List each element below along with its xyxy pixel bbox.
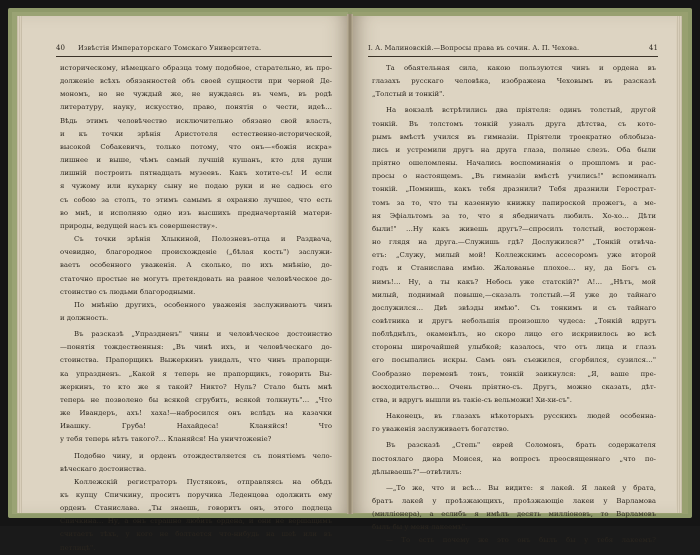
- text-line: очевидно, благородное происхожденіе („бѣлая кость") заслужи-: [60, 248, 332, 257]
- text-line: стоинства. Прапорщикъ Выжеркинъ увидалъ, что чинъ прапорщи-: [60, 356, 332, 365]
- text-line: статочно простые не могутъ претендовать на равное человѣческое до-: [60, 274, 332, 283]
- text-line: во мнѣ, и исполняю одно изъ высшихъ предначертаній матери-: [60, 208, 332, 217]
- text-line: и къ точки зрѣнія Аристотеля естественно-исторической,: [60, 129, 332, 138]
- text-line: я чужому или кухарку сыну не подаю руки и не садюсь его: [60, 182, 332, 191]
- text-line: лишній построить пятнадцать музеевъ. Какъ хотите-съ! И если: [60, 169, 332, 178]
- text-line: тонкій. „Помнишь, какъ тебя дразнили? Тебя дразнили Герострат-: [372, 185, 656, 194]
- text-line: милый, поднимай повыше,—сказалъ толстый.—Я уже до тайнаго: [372, 290, 656, 299]
- left-page-body: [60, 62, 332, 555]
- text-line: историческому, нѣмецкаго образца тому подобное, старательно, въ про-: [60, 64, 332, 72]
- text-line: жеркинъ, то кто же я такой? Никто? Нуль? Стало быть мнѣ: [60, 382, 332, 391]
- right-page-body: [372, 62, 656, 548]
- text-line: Спичкина… Ну, а онъ страшно любить ордена, и они не вершащимъ: [60, 517, 332, 526]
- text-line: (милліонера), а еслибъ я имѣлъ десять милліоновъ, то Варламовъ: [372, 510, 656, 519]
- right-header-rule: [368, 56, 658, 57]
- text-line: ваетъ особенного уваженія. А сколько, по ихъ мнѣнію, до-: [60, 261, 332, 270]
- text-line: рымъ вмѣстѣ учился въ гимназіи. Пріятели троекратно облобыза-: [372, 132, 656, 141]
- text-line: совѣтника и другъ небольшія произошло чудеса: „Тонкій вдругъ: [372, 316, 656, 325]
- text-line: были!" …Ну какъ живешь другъ?—спросилъ толстый, восторжен-: [372, 224, 656, 233]
- left-running-head: Извѣстія Императорскаго Томскаго Университета.: [78, 44, 262, 52]
- text-line: у тебя теперь нѣтъ такого?… Кланяйся! На уничтоженіе?: [60, 435, 272, 444]
- text-line: — То есть почему же это онъ былъ бы у тебя лакеемъ?: [386, 536, 656, 545]
- text-line: высокой Собакевичъ, только потому, что онъ—«божія искра»: [60, 142, 332, 151]
- text-line: Подобно чину, и орденъ отождествляется съ понятіемъ чело-: [74, 451, 332, 460]
- text-line: природы, ведущей насъ къ совершенству».: [60, 221, 218, 230]
- text-line: —понятія тождественныя: „Въ чинѣ ихъ, и человѣческаго до-: [60, 343, 332, 352]
- text-line: ня Эфіальтомъ за то, что я ябедничать любилъ. Хо-хо… Дѣти: [372, 211, 656, 220]
- text-line: его посыпались искры. Самъ онъ съежился, сгорбился, сузился…": [372, 356, 656, 365]
- text-line: стороны широчайшей улыбкой; казалось, что отъ лица и глазъ: [372, 343, 656, 352]
- text-line: мономъ, но не чуждый же, не нуждаясь въ чемъ, въ родѣ: [60, 90, 332, 99]
- text-line: Наконецъ, въ глазахъ нѣкоторыхъ русскихъ людей особенна-: [386, 412, 656, 421]
- text-line: глазахъ русскаго человѣка, изображена Чеховымъ въ разсказѣ: [372, 77, 656, 86]
- text-line: етъ: „Служу, милый мой! Коллежскимъ ассесоромъ уже второй: [372, 251, 656, 260]
- text-line: братъ лакей у проѣзжающихъ, проѣзжающіе лакеи у Варламова: [372, 497, 656, 505]
- text-line: годъ и Станислава имѣю. Жалованье плохое… ну, да Богъ съ: [372, 264, 656, 273]
- text-line: —„То же, что и всѣ… Вы видите: я лакей. Я лакей у брата,: [386, 483, 656, 492]
- left-page-number: 40: [56, 44, 66, 52]
- text-line: пріятно ошеломлены. Начались воспоминанія о прошломъ и рас-: [372, 159, 656, 168]
- text-line: просы о настоящемъ. „Въ гимназіи вмѣстѣ учились!" вспоминалъ: [372, 172, 656, 181]
- text-line: Вѣдь этимъ человѣчество исключительно обязано свой власть,: [60, 116, 332, 125]
- text-line: теперь не позволено бы всякой сгрубить, всякой толкнуть"… „Что: [60, 395, 332, 404]
- text-line: считаетъ тѣхъ, у кого не болтается что-нибудь на шеѣ или въ: [60, 530, 332, 539]
- page-edges-right: [676, 16, 682, 513]
- text-line: литературу, науку, искусство, право, понятія о чести, идеѣ…: [60, 103, 332, 112]
- text-line: стоинство съ людьми благородными.: [60, 287, 196, 296]
- text-line: Въ разсказѣ „Степь" еврей Соломонъ, брать содержателя: [386, 441, 656, 450]
- text-line: На вокзалѣ встрѣтились два пріятеля: одинъ толстый, другой: [386, 106, 656, 115]
- text-line: Коллежскій регистраторъ Пустяковъ, отправляясь на обѣдъ: [74, 477, 332, 486]
- text-line: тонкій. Въ толстомъ тонкій узналъ друга дѣтства, съ кото-: [372, 119, 656, 128]
- text-line: же Ивандеръ, ахъ! хаха!—набросился онъ вслѣдъ на казачки: [60, 409, 332, 418]
- text-line: По мнѣнію другихъ, особенного уваженія заслуживаютъ чинъ: [74, 300, 332, 309]
- text-line: Та обаятельная сила, какою пользуются чинъ и ордена въ: [386, 64, 656, 72]
- right-running-head: I. А. Малиновскій.—Вопросы права въ сочин. А. П. Чехова.: [368, 44, 580, 52]
- book-gutter: [347, 14, 353, 514]
- text-line: го уваженія заслуживаетъ богатство.: [372, 425, 509, 434]
- text-line: съ собою за столъ, то этимъ самымъ я охраняю лучшее, что есть: [60, 195, 332, 204]
- text-line: дѣлываешь?"—отвѣтилъ:: [372, 467, 462, 476]
- text-line: постоялаго двора Моисея, на вопросъ преосвященнаго „что по-: [372, 454, 656, 463]
- text-line: Въ разсказѣ „Упраздненъ" чины и человѣческое достоинство: [74, 330, 332, 339]
- text-line: Съ точки зрѣнія Хлыкиной, Полозневъ-отца и Раздвача,: [74, 235, 332, 244]
- text-line: былъ бы у меня лакеемъ".: [372, 523, 468, 532]
- text-line: поблѣднѣлъ, окаменѣлъ, но скоро лицо его искривилось во всѣ: [372, 330, 656, 339]
- text-line: дослужился… Двѣ звѣзды имѣю". Съ тонкимъ и съ тайнаго: [372, 303, 656, 312]
- text-line: восходительство… Очень пріятно-съ. Другъ, можно сказать, дѣт-: [372, 382, 656, 391]
- text-line: петлицѣ".: [60, 543, 96, 552]
- text-line: лись и устремили другъ на друга глаза, полные слезъ. Оба были: [372, 145, 656, 154]
- text-line: нимъ!… Ну, а ты какъ? Небось уже статскій?" А!… „Нѣтъ, мой: [372, 277, 656, 286]
- text-line: Ивашку. Груба! Нахайдеса! Кланяйся! Что: [60, 422, 332, 431]
- text-line: вѣческаго достоинства.: [60, 464, 147, 473]
- text-line: ка упраздненъ. „Какой я теперь не прапорщикъ, говорить Вы-: [60, 369, 332, 378]
- left-header-rule: [56, 56, 332, 57]
- text-line: томъ за то, что ты казенную книжку папироской прожегъ, а ме-: [372, 198, 656, 207]
- text-line: къ купцу Спичкину, проситъ поручика Леденцова одолжить ему: [60, 491, 332, 499]
- text-line: Сообразно переменѣ тонъ, тонкій заикнулся: „Я, ваше пре-: [372, 369, 656, 378]
- text-line: орденъ Станислава. „Ты знаешь, говоритъ онъ, этого подлеца: [60, 504, 332, 513]
- text-line: лишнее и выше, чѣмъ самый лучшій кушанъ, кто для души: [60, 156, 332, 165]
- text-line: долженіе всѣхъ обязанностей объ своей сущности при черной Де-: [60, 77, 332, 86]
- text-line: ства, и вдругъ вышли въ такіе-съ вельможи! Хи-хи-съ".: [372, 395, 572, 404]
- text-line: и должность.: [60, 313, 109, 322]
- text-line: но глядя на друга.—Служишь гдѣ? Дослужился?" „Тонкій отвѣча-: [372, 238, 656, 247]
- text-line: „Толстый и тонкій".: [372, 90, 445, 99]
- right-page-number: 41: [648, 44, 658, 52]
